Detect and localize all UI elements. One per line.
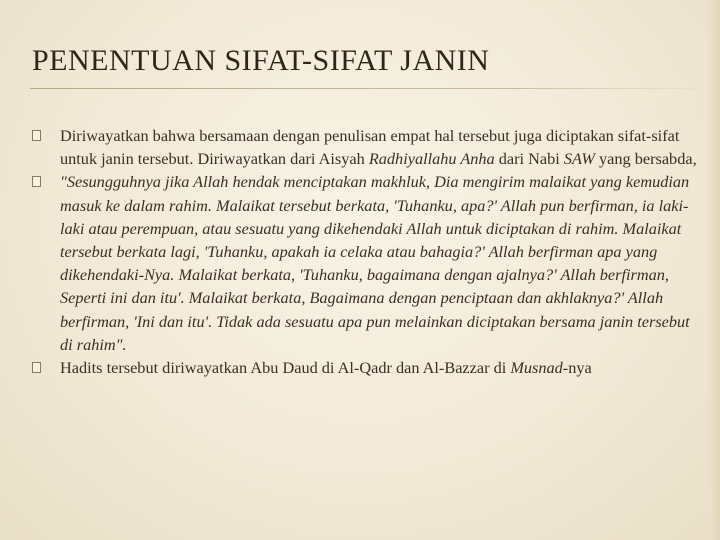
bullet-text: dari Nabi	[494, 149, 564, 169]
bullet-text: -nya	[562, 358, 592, 378]
square-bullet-icon	[32, 176, 41, 187]
bullet-text: yang bersabda,	[594, 149, 697, 169]
title-divider	[30, 88, 720, 89]
slide-title: PENENTUAN SIFAT-SIFAT JANIN	[32, 44, 490, 77]
bullet-text: Diriwayatkan bahwa bersamaan dengan penulisan empat hal tersebut juga diciptakan sifat-sifat untuk janin tersebut. Diriwayatkan dari Aisyah	[60, 126, 680, 169]
bullet-italic-text: Radhiyallahu Anha	[368, 149, 495, 169]
bullet-item-hadith-quote	[32, 170, 704, 356]
bullet-list	[32, 124, 704, 379]
square-bullet-icon	[32, 130, 41, 141]
slide-edge	[708, 0, 720, 540]
bullet-italic-text: SAW	[563, 149, 595, 169]
square-bullet-icon	[32, 362, 41, 373]
hadith-quote-text: "Sesungguhnya jika Allah hendak menciptakan makhluk, Dia mengirim malaikat yang kemudian masuk ke dalam rahim. Malaikat tersebut berkata, 'Tuhanku, apa?' Allah pun berfirman, ia laki-laki atau perempuan, atau sesuatu yang dikehendaki Allah untuk diciptakan di rahim. Malaikat tersebut berkata lagi, 'Tuhanku, apakah ia celaka atau bahagia?' Allah berfirman apa yang dikehendaki-Nya. Malaikat berkata, 'Tuhanku, bagaimana dengan ajalnya?' Allah berfirman, Seperti ini dan itu'. Malaikat berkata, Bagaimana dengan penciptaan dan akhlaknya?' Allah berfirman, 'Ini dan itu'. Tidak ada sesuatu apa pun melainkan diciptakan bersama janin tersebut di rahim".	[60, 172, 690, 354]
bullet-text: Hadits tersebut diriwayatkan Abu Daud di Al-Qadr dan Al-Bazzar di	[60, 358, 511, 378]
bullet-item-narration	[32, 124, 704, 170]
bullet-item-source	[32, 356, 704, 379]
bullet-italic-text: Musnad	[510, 358, 563, 378]
